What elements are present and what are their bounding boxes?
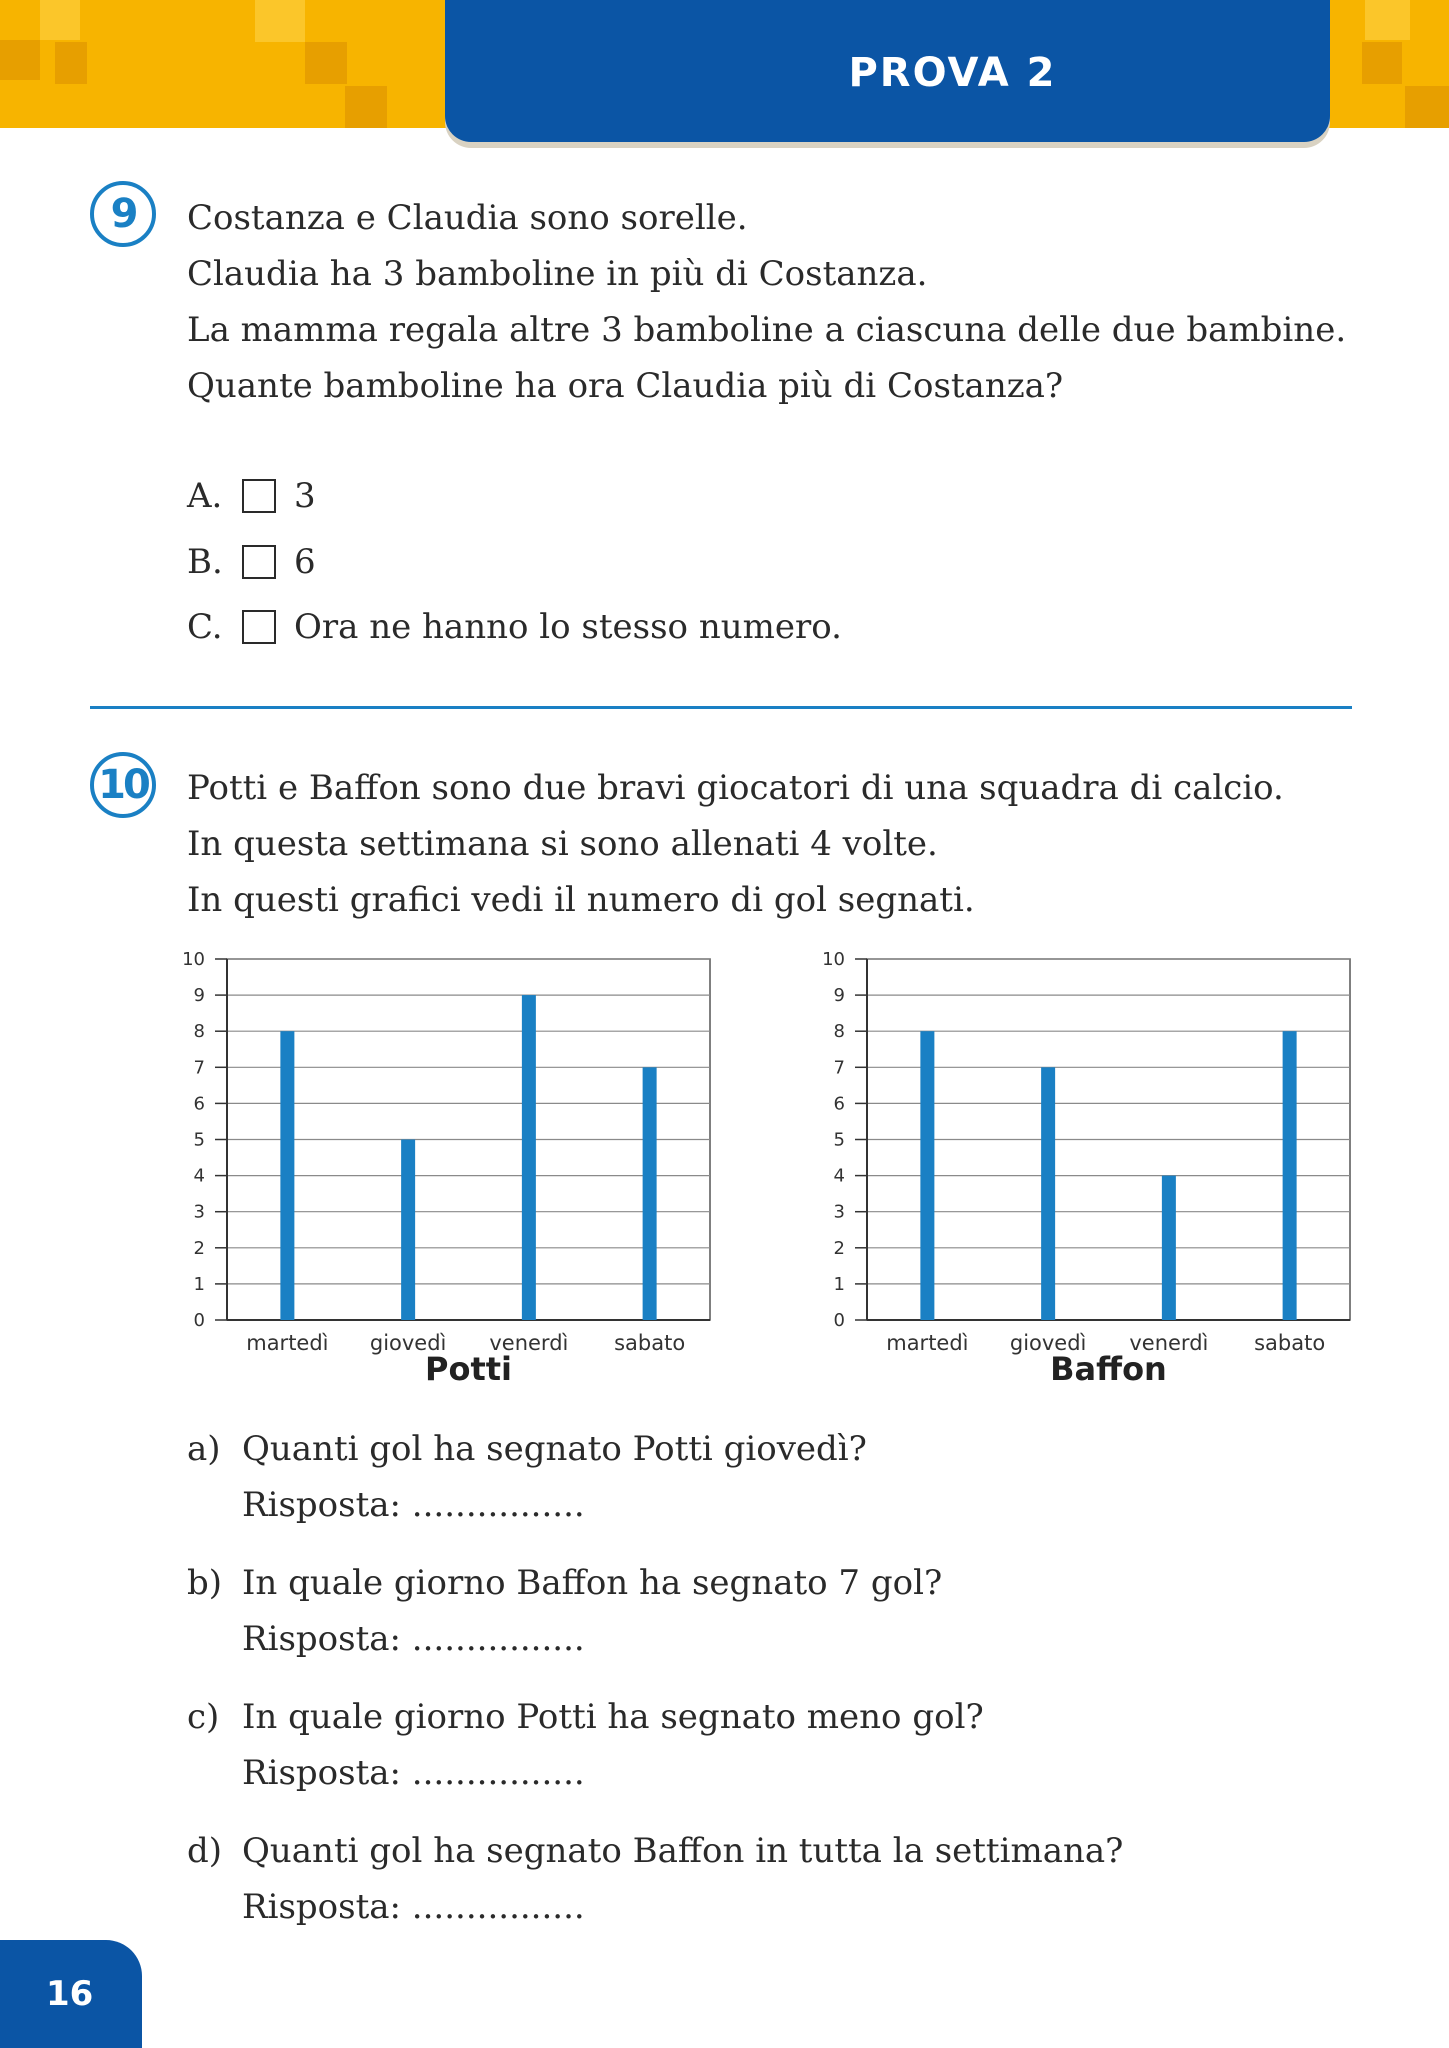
page-title: PROVA 2 [848,50,1057,96]
y-tick-label: 2 [833,1237,845,1259]
x-tick-label: martedì [246,1331,329,1355]
chart-baffon-svg [800,940,1360,1400]
question-line: Costanza e Claudia sono sorelle. [187,198,748,238]
decor-square [305,42,347,84]
question-line: Potti e Baffon sono due bravi giocatori di una squadra di calcio. [187,768,1284,808]
y-tick-label: 9 [833,985,845,1007]
question-line: In questi grafici vedi il numero di gol segnati. [187,880,975,920]
y-tick-label: 8 [193,1021,205,1043]
section-divider [90,706,1352,709]
y-tick-label: 3 [193,1201,205,1223]
y-tick-label: 2 [193,1237,205,1259]
decor-square [1362,42,1402,84]
option-b[interactable] [187,537,316,587]
decor-square [1405,86,1449,128]
question-line: In questa settimana si sono allenati 4 volte. [187,824,938,864]
option-letter: C. [187,607,223,647]
subquestion-text: In quale giorno Potti ha segnato meno gol? [242,1697,984,1737]
option-c[interactable] [187,602,842,652]
subquestion-d [187,1823,1123,1935]
page-number: 16 [0,1940,142,2048]
bar [1162,1176,1176,1320]
question-10-text [187,760,1284,928]
y-tick-label: 6 [193,1093,205,1115]
bar [920,1031,934,1320]
answer-line[interactable]: Risposta: ................ [242,1753,585,1793]
y-tick-label: 7 [193,1057,205,1079]
chart-title: Baffon [1050,1350,1167,1388]
y-tick-label: 5 [833,1129,845,1151]
y-tick-label: 6 [833,1093,845,1115]
subquestion-text: Quanti gol ha segnato Potti giovedì? [242,1429,867,1469]
option-b-checkbox[interactable] [242,545,276,579]
bar [280,1031,294,1320]
decor-square [255,0,305,42]
chart-potti [160,940,720,1400]
chart-baffon [800,940,1360,1400]
answer-line[interactable]: Risposta: ................ [242,1619,585,1659]
y-tick-label: 7 [833,1057,845,1079]
y-tick-label: 9 [193,985,205,1007]
decor-square [40,0,80,40]
option-c-checkbox[interactable] [242,610,276,644]
y-tick-label: 0 [833,1310,845,1331]
subquestion-text: Quanti gol ha segnato Baffon in tutta la settimana? [242,1831,1124,1871]
y-tick-label: 1 [193,1273,205,1295]
answer-line[interactable]: Risposta: ................ [242,1887,585,1927]
y-tick-label: 4 [193,1165,205,1187]
y-tick-label: 10 [822,949,845,970]
decor-square [1365,0,1410,40]
subquestion-label: d) [187,1831,223,1871]
question-9-text [187,190,1346,414]
y-tick-label: 10 [182,949,205,970]
bar [1041,1067,1055,1320]
bar [643,1067,657,1320]
y-tick-label: 3 [833,1201,845,1223]
decor-square [55,42,87,84]
question-number-10: 10 [90,752,156,818]
question-line: Quante bamboline ha ora Claudia più di Costanza? [187,366,1064,406]
question-line: Claudia ha 3 bamboline in più di Costanza. [187,254,928,294]
y-tick-label: 5 [193,1129,205,1151]
subquestion-c [187,1689,984,1801]
subquestion-a [187,1421,867,1533]
subquestion-label: c) [187,1697,220,1737]
question-number-9: 9 [90,181,156,247]
subquestion-label: a) [187,1429,221,1469]
x-tick-label: venerdì [489,1331,569,1355]
option-text: 3 [294,476,316,516]
subquestion-text: In quale giorno Baffon ha segnato 7 gol? [242,1563,943,1603]
title-tab [445,0,1330,142]
chart-title: Potti [425,1350,512,1388]
x-tick-label: venerdì [1129,1331,1209,1355]
x-tick-label: giovedì [1009,1331,1087,1355]
y-tick-label: 8 [833,1021,845,1043]
x-tick-label: giovedì [369,1331,447,1355]
option-text: Ora ne hanno lo stesso numero. [294,607,842,647]
x-tick-label: martedì [886,1331,969,1355]
y-tick-label: 4 [833,1165,845,1187]
decor-square [345,86,387,128]
option-letter: A. [187,476,223,516]
bar [1283,1031,1297,1320]
answer-line[interactable]: Risposta: ................ [242,1485,585,1525]
y-tick-label: 0 [193,1310,205,1331]
bar [401,1140,415,1321]
option-text: 6 [294,542,316,582]
option-a-checkbox[interactable] [242,479,276,513]
subquestion-b [187,1555,942,1667]
y-tick-label: 1 [833,1273,845,1295]
chart-potti-svg [160,940,720,1400]
bar [522,995,536,1320]
x-tick-label: sabato [1254,1331,1326,1355]
option-a[interactable] [187,471,316,521]
x-tick-label: sabato [614,1331,686,1355]
decor-square [0,40,40,80]
subquestion-label: b) [187,1563,223,1603]
option-letter: B. [187,542,223,582]
question-line: La mamma regala altre 3 bamboline a ciascuna delle due bambine. [187,310,1347,350]
